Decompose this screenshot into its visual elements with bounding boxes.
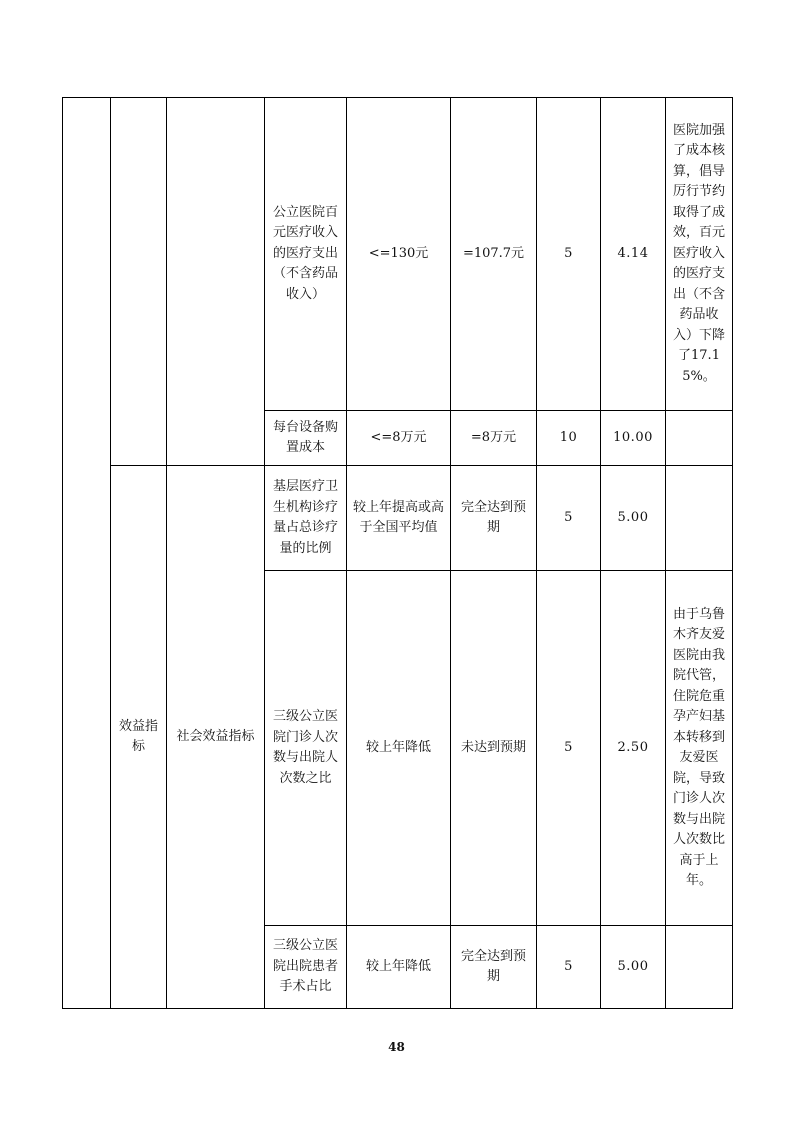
weight-cell: 5 (537, 98, 601, 411)
actual-value-cell: 完全达到预期 (451, 466, 537, 571)
deviation-note-cell: 由于乌鲁木齐友爱医院由我院代管，住院危重孕产妇基本转移到友爱医院，导致门诊人次数与出院人次数比高于上年。 (666, 571, 733, 926)
level2-category-cell: 效益指标 (111, 466, 167, 1009)
weight-cell: 5 (537, 466, 601, 571)
target-value-cell: 较上年降低 (347, 926, 451, 1009)
performance-indicator-table (62, 97, 733, 1009)
indicator-cell: 三级公立医院门诊人次数与出院人次数之比 (265, 571, 347, 926)
indicator-cell: 每台设备购置成本 (265, 411, 347, 466)
actual-value-cell: 完全达到预期 (451, 926, 537, 1009)
level2-cell-blank (111, 98, 167, 466)
indicator-cell: 三级公立医院出院患者手术占比 (265, 926, 347, 1009)
target-value-cell: 较上年提高或高于全国平均值 (347, 466, 451, 571)
deviation-note-cell (666, 926, 733, 1009)
target-value-cell: <=130元 (347, 98, 451, 411)
level3-category-cell: 社会效益指标 (167, 466, 265, 1009)
table-row (63, 466, 733, 571)
score-cell: 2.50 (601, 571, 666, 926)
actual-value-cell: 未达到预期 (451, 571, 537, 926)
table-row (63, 98, 733, 411)
page-number: 48 (388, 1040, 405, 1054)
indicator-cell: 基层医疗卫生机构诊疗量占总诊疗量的比例 (265, 466, 347, 571)
score-cell: 4.14 (601, 98, 666, 411)
target-value-cell: 较上年降低 (347, 571, 451, 926)
level3-cell-blank (167, 98, 265, 466)
actual-value-cell: =107.7元 (451, 98, 537, 411)
actual-value-cell: =8万元 (451, 411, 537, 466)
indicator-cell: 公立医院百元医疗收入的医疗支出（不含药品收入） (265, 98, 347, 411)
target-value-cell: <=8万元 (347, 411, 451, 466)
level1-cell (63, 98, 111, 1009)
deviation-note-cell: 医院加强了成本核算，倡导厉行节约取得了成效，百元医疗收入的医疗支出（不含药品收入）下降了17.15%。 (666, 98, 733, 411)
score-cell: 5.00 (601, 466, 666, 571)
score-cell: 5.00 (601, 926, 666, 1009)
deviation-note-cell (666, 466, 733, 571)
weight-cell: 5 (537, 926, 601, 1009)
weight-cell: 5 (537, 571, 601, 926)
weight-cell: 10 (537, 411, 601, 466)
deviation-note-cell (666, 411, 733, 466)
score-cell: 10.00 (601, 411, 666, 466)
